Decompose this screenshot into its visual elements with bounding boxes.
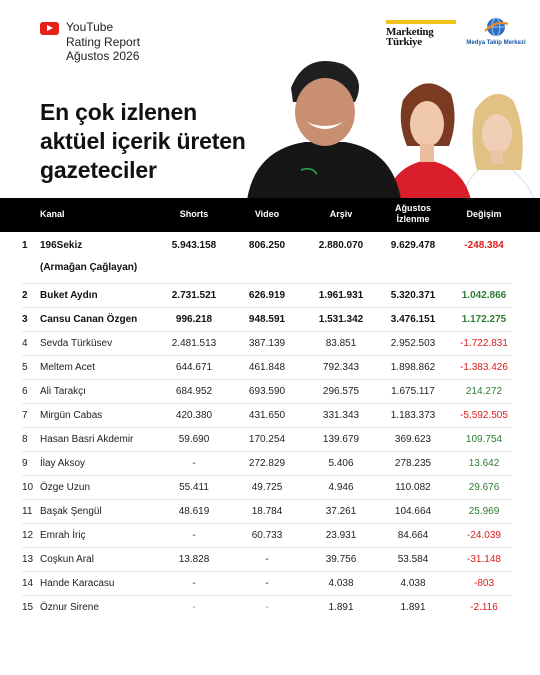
row-rank: 10 bbox=[22, 482, 34, 493]
col-header-video: Video bbox=[254, 209, 280, 219]
row-video: - bbox=[265, 578, 269, 589]
row-shorts: 55.411 bbox=[179, 482, 209, 493]
col-header-kanal: Kanal bbox=[40, 209, 65, 219]
logo-text-marketing: Marketing bbox=[386, 26, 434, 38]
report-brand bbox=[40, 20, 140, 64]
table-row bbox=[0, 452, 540, 476]
table-header bbox=[0, 198, 540, 232]
row-video: 626.919 bbox=[248, 290, 286, 301]
row-shorts: 2.481.513 bbox=[171, 338, 217, 349]
table-row bbox=[0, 500, 540, 524]
row-rank: 4 bbox=[22, 338, 28, 349]
row-arsiv: 4.946 bbox=[328, 482, 354, 493]
row-degisim: -1.383.426 bbox=[460, 362, 508, 373]
row-video: - bbox=[265, 602, 269, 613]
table-row bbox=[0, 548, 540, 572]
row-shorts: 684.952 bbox=[175, 386, 213, 397]
col-header-shorts: Shorts bbox=[179, 209, 209, 219]
row-agustos-izlenme: 5.320.371 bbox=[390, 290, 436, 301]
row-degisim: -24.039 bbox=[467, 530, 501, 541]
headline-line-2: aktüel içerik üreten bbox=[40, 128, 246, 154]
logo-accent-bar bbox=[386, 20, 456, 24]
row-rank: 13 bbox=[22, 554, 34, 565]
row-agustos-izlenme: 1.898.862 bbox=[390, 362, 436, 373]
row-video: 948.591 bbox=[248, 314, 286, 325]
row-rank: 6 bbox=[22, 386, 28, 397]
row-rank: 14 bbox=[22, 578, 34, 589]
row-degisim: 1.172.275 bbox=[461, 314, 507, 325]
row-shorts: 996.218 bbox=[175, 314, 213, 325]
row-video: 60.733 bbox=[251, 530, 283, 541]
row-arsiv: 4.038 bbox=[328, 578, 354, 589]
row-channel-name: Emrah İriç bbox=[40, 530, 86, 541]
row-shorts: 5.943.158 bbox=[171, 240, 217, 251]
row-rank: 8 bbox=[22, 434, 28, 445]
row-channel-name: İlay Aksoy bbox=[40, 458, 86, 469]
table-row bbox=[0, 476, 540, 500]
row-arsiv: 39.756 bbox=[325, 554, 357, 565]
row-rank: 2 bbox=[22, 290, 28, 301]
row-channel-name: 196Sekiz bbox=[40, 240, 83, 251]
col-header-arsiv: Arşiv bbox=[329, 209, 353, 219]
row-shorts: - bbox=[192, 602, 196, 613]
row-shorts: 2.731.521 bbox=[171, 290, 217, 301]
table-body bbox=[0, 232, 540, 620]
table-row bbox=[0, 356, 540, 380]
table-row bbox=[0, 332, 540, 356]
row-channel-name: Hasan Basri Akdemir bbox=[40, 434, 134, 445]
brand-line-1: YouTube bbox=[66, 20, 114, 34]
row-shorts: 48.619 bbox=[178, 506, 210, 517]
row-arsiv: 792.343 bbox=[322, 362, 360, 373]
page-headline bbox=[40, 98, 246, 185]
row-degisim: 29.676 bbox=[468, 482, 500, 493]
row-channel-name: Hande Karacasu bbox=[40, 578, 115, 589]
row-video: 18.784 bbox=[251, 506, 283, 517]
globe-icon bbox=[483, 16, 509, 38]
row-video: 693.590 bbox=[248, 386, 286, 397]
youtube-icon bbox=[40, 22, 59, 35]
row-degisim: 109.754 bbox=[465, 434, 503, 445]
table-row bbox=[0, 572, 540, 596]
row-shorts: - bbox=[192, 530, 196, 541]
row-shorts: 420.380 bbox=[175, 410, 213, 421]
row-agustos-izlenme: 4.038 bbox=[400, 578, 426, 589]
row-arsiv: 331.343 bbox=[322, 410, 360, 421]
row-arsiv: 83.851 bbox=[325, 338, 357, 349]
table-row bbox=[0, 428, 540, 452]
portrait-cansu-canan-ozgen bbox=[463, 94, 535, 200]
row-agustos-izlenme: 1.183.373 bbox=[390, 410, 436, 421]
row-degisim: 13.642 bbox=[468, 458, 500, 469]
table-row bbox=[0, 524, 540, 548]
row-agustos-izlenme: 84.664 bbox=[397, 530, 429, 541]
col-header-degisim: Değişim bbox=[466, 209, 502, 219]
portrait-armagan-caglayan bbox=[247, 61, 401, 200]
row-arsiv: 1.531.342 bbox=[318, 314, 364, 325]
row-channel-name: Coşkun Aral bbox=[40, 554, 94, 565]
row-channel-name: Meltem Acet bbox=[40, 362, 96, 373]
row-degisim: -31.148 bbox=[467, 554, 501, 565]
row-agustos-izlenme: 53.584 bbox=[397, 554, 429, 565]
row-degisim: 1.042.866 bbox=[461, 290, 507, 301]
brand-line-2: Rating Report bbox=[66, 34, 141, 49]
row-shorts: 13.828 bbox=[178, 554, 210, 565]
row-rank: 7 bbox=[22, 410, 28, 421]
row-video: 387.139 bbox=[248, 338, 286, 349]
col-header-agustos-line-1: Ağustos bbox=[395, 203, 431, 213]
row-arsiv: 23.931 bbox=[325, 530, 357, 541]
row-arsiv: 1.891 bbox=[328, 602, 354, 613]
row-arsiv: 37.261 bbox=[325, 506, 357, 517]
row-video: - bbox=[265, 554, 269, 565]
row-degisim: -1.722.831 bbox=[460, 338, 508, 349]
table-row bbox=[0, 380, 540, 404]
row-channel-name: Özge Uzun bbox=[40, 482, 91, 493]
row-video: 461.848 bbox=[248, 362, 286, 373]
medya-takip-logo bbox=[466, 16, 526, 50]
row-agustos-izlenme: 9.629.478 bbox=[390, 240, 436, 251]
row-agustos-izlenme: 369.623 bbox=[394, 434, 432, 445]
portrait-buket-aydin bbox=[385, 83, 471, 200]
row-channel-name: Mirgün Cabas bbox=[40, 410, 103, 421]
row-agustos-izlenme: 3.476.151 bbox=[390, 314, 436, 325]
row-agustos-izlenme: 104.664 bbox=[394, 506, 432, 517]
row-shorts: 59.690 bbox=[178, 434, 210, 445]
row-shorts: - bbox=[192, 458, 196, 469]
headline-line-3: gazeteciler bbox=[40, 157, 157, 183]
row-rank: 9 bbox=[22, 458, 28, 469]
row-video: 431.650 bbox=[248, 410, 286, 421]
table-row bbox=[0, 404, 540, 428]
row-agustos-izlenme: 278.235 bbox=[394, 458, 432, 469]
table-row bbox=[0, 308, 540, 332]
row-channel-name: Ali Tarakçı bbox=[40, 386, 86, 397]
row-arsiv: 139.679 bbox=[322, 434, 360, 445]
row-arsiv: 1.961.931 bbox=[318, 290, 364, 301]
brand-line-3: Ağustos 2026 bbox=[66, 49, 140, 63]
row-degisim: -5.592.505 bbox=[460, 410, 508, 421]
row-video: 806.250 bbox=[248, 240, 286, 251]
medya-takip-text: Medya Takip Merkezi bbox=[466, 40, 526, 46]
row-degisim: -803 bbox=[473, 578, 494, 589]
logo-text-turkiye: Türkiye bbox=[386, 36, 422, 48]
row-channel-name: Başak Şengül bbox=[40, 506, 102, 517]
row-channel-name: Öznur Sirene bbox=[40, 602, 99, 613]
row-rank: 12 bbox=[22, 530, 34, 541]
row-agustos-izlenme: 1.675.117 bbox=[391, 386, 435, 397]
col-header-agustos bbox=[382, 203, 444, 225]
row-channel-name: Sevda Türküsev bbox=[40, 338, 113, 349]
row-agustos-izlenme: 1.891 bbox=[400, 602, 426, 613]
row-agustos-izlenme: 110.082 bbox=[395, 482, 431, 493]
row-degisim: 25.969 bbox=[468, 506, 500, 517]
table-row bbox=[0, 232, 540, 284]
row-arsiv: 5.406 bbox=[328, 458, 354, 469]
row-rank: 1 bbox=[22, 240, 28, 251]
row-degisim: -2.116 bbox=[470, 602, 498, 613]
row-arsiv: 296.575 bbox=[322, 386, 360, 397]
report-brand-text bbox=[66, 20, 140, 64]
row-shorts: 644.671 bbox=[175, 362, 213, 373]
row-arsiv: 2.880.070 bbox=[318, 240, 364, 251]
row-degisim: -248.384 bbox=[464, 240, 504, 251]
headline-line-1: En çok izlenen bbox=[40, 99, 197, 125]
table-row bbox=[0, 596, 540, 620]
row-channel-name: Cansu Canan Özgen bbox=[40, 314, 138, 325]
row-rank: 3 bbox=[22, 314, 28, 325]
table-row bbox=[0, 284, 540, 308]
row-channel-owner: (Armağan Çağlayan) bbox=[40, 262, 138, 273]
row-video: 49.725 bbox=[251, 482, 283, 493]
row-channel-name: Buket Aydın bbox=[40, 290, 98, 301]
row-rank: 5 bbox=[22, 362, 28, 373]
row-shorts: - bbox=[192, 578, 196, 589]
row-degisim: 214.272 bbox=[465, 386, 503, 397]
journalist-portraits bbox=[245, 50, 540, 200]
row-rank: 11 bbox=[22, 506, 33, 517]
row-video: 272.829 bbox=[248, 458, 286, 469]
row-rank: 15 bbox=[22, 602, 34, 613]
row-agustos-izlenme: 2.952.503 bbox=[390, 338, 436, 349]
col-header-agustos-line-2: İzlenme bbox=[396, 214, 430, 224]
row-video: 170.254 bbox=[248, 434, 286, 445]
marketing-turkiye-logo bbox=[386, 20, 456, 47]
